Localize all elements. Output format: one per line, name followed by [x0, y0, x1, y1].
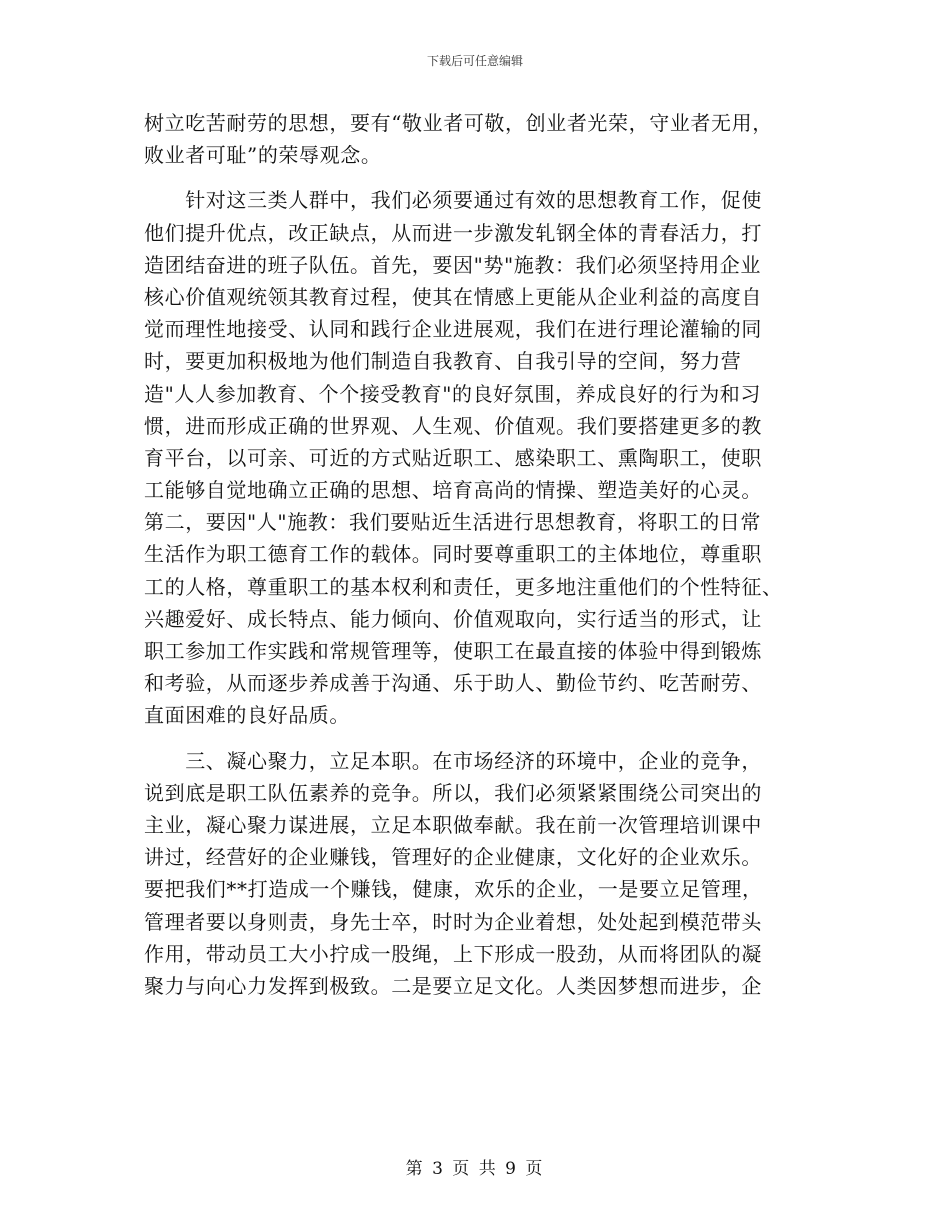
- text-line: 聚力与向心力发挥到极致。二是要立足文化。人类因梦想而进步，企: [144, 973, 762, 998]
- text-line: 生活作为职工德育工作的载体。同时要尊重职工的主体地位，尊重职: [144, 542, 762, 567]
- document-body: [144, 107, 814, 1002]
- paragraph: [144, 107, 814, 171]
- text-line: 育平台，以可亲、可近的方式贴近职工、感染职工、熏陶职工，使职: [144, 445, 762, 470]
- text-line: 主业，凝心聚力谋进展，立足本职做奉献。我在前一次管理培训课中: [144, 812, 762, 837]
- text-line: 惯，进而形成正确的世界观、人生观、价值观。我们要搭建更多的教: [144, 413, 762, 438]
- text-line: 工能够自觉地确立正确的思想、培育高尚的情操、塑造美好的心灵。: [144, 478, 762, 503]
- text-line: 兴趣爱好、成长特点、能力倾向、价值观取向，实行适当的形式，让: [144, 606, 762, 631]
- text-line: 说到底是职工队伍素养的竞争。所以，我们必须紧紧围绕公司突出的: [144, 780, 762, 805]
- text-line: 败业者可耻”的荣辱观念。: [144, 143, 382, 168]
- text-line: 树立吃苦耐劳的思想，要有“敬业者可敬，创业者光荣，守业者无用，: [144, 111, 773, 135]
- text-line: 造团结奋进的班子队伍。首先，要因"势"施教：我们必须坚持用企业: [144, 252, 761, 277]
- text-line: 三、凝心聚力，立足本职。在市场经济的环境中，企业的竞争，: [144, 748, 762, 773]
- paragraph-gap: [144, 732, 814, 745]
- text-line: 要把我们**打造成一个赚钱，健康，欢乐的企业，一是要立足管理，: [144, 877, 763, 902]
- text-line: 核心价值观统领其教育过程，使其在情感上更能从企业利益的高度自: [144, 284, 762, 309]
- text-line: 作用，带动员工大小拧成一股绳，上下形成一股劲，从而将团队的凝: [144, 941, 762, 966]
- text-line: 他们提升优点，改正缺点，从而进一步激发轧钢全体的青春活力，打: [144, 220, 762, 245]
- text-line: 讲过，经营好的企业赚钱，管理好的企业健康，文化好的企业欢乐。: [144, 845, 762, 870]
- text-line: 和考验，从而逐步养成善于沟通、乐于助人、勤俭节约、吃苦耐劳、: [144, 671, 762, 696]
- paragraph-gap: [144, 171, 814, 184]
- text-line: 直面困难的良好品质。: [144, 703, 350, 728]
- text-line: 管理者要以身则责，身先士卒，时时为企业着想，处处起到模范带头: [144, 909, 762, 934]
- paragraph: [144, 184, 814, 731]
- page-number: 第 3 页 共 9 页: [405, 1159, 545, 1179]
- text-line: 造"人人参加教育、个个接受教育"的良好氛围，养成良好的行为和习: [144, 381, 761, 406]
- page-header: 下载后可任意编辑: [426, 54, 523, 68]
- paragraph: [144, 745, 814, 1003]
- text-line: 时，要更加积极地为他们制造自我教育、自我引导的空间，努力营: [144, 349, 742, 374]
- text-line: 职工参加工作实践和常规管理等，使职工在最直接的体验中得到锻炼: [144, 639, 762, 663]
- text-line: 针对这三类人群中，我们必须要通过有效的思想教育工作，促使: [144, 188, 762, 213]
- text-line: 第二，要因"人"施教：我们要贴近生活进行思想教育，将职工的日常: [144, 510, 761, 535]
- text-line: 工的人格，尊重职工的基本权利和责任，更多地注重他们的个性特征、: [144, 574, 783, 599]
- text-line: 觉而理性地接受、认同和践行企业进展观，我们在进行理论灌输的同: [144, 317, 762, 342]
